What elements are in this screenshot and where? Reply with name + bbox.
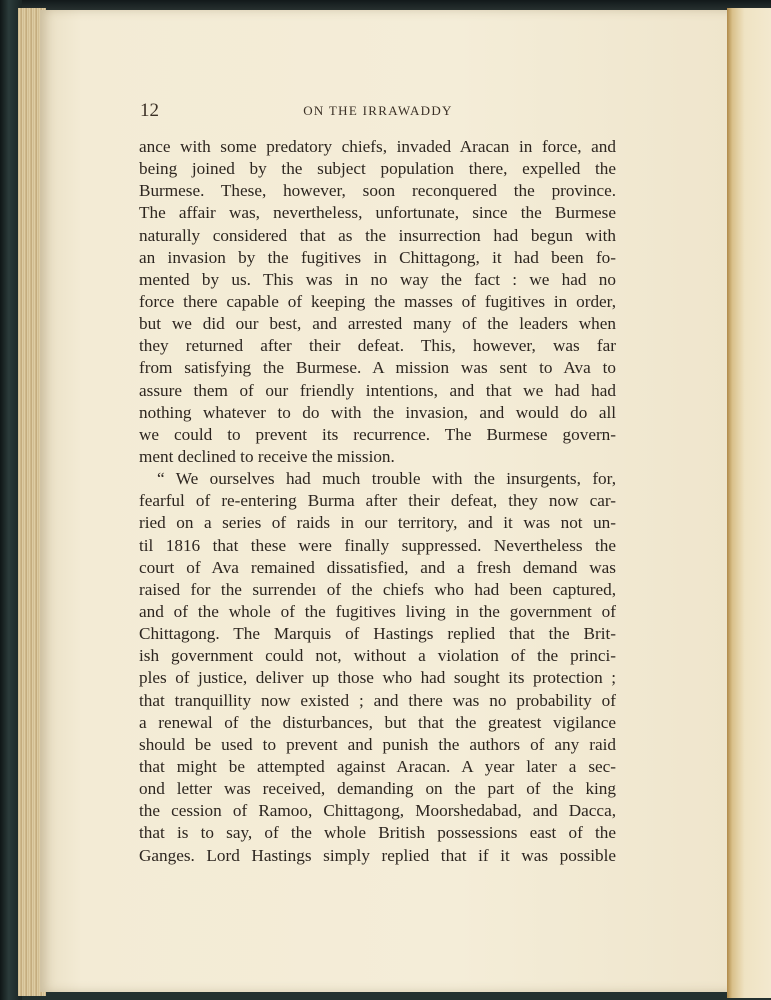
text-line: ish government could not, without a violation of the princi- [139,646,616,666]
text-line: fearful of re-entering Burma after their defeat, they now car- [139,491,616,511]
text-line: a renewal of the disturbances, but that the greatest vigilance [139,712,616,732]
text-line: should be used to prevent and punish the authors of any raid [139,734,616,754]
body-text [139,136,616,867]
text-line: but we did our best, and arrested many of the leaders when [139,314,616,334]
paragraph-start-line: “ We ourselves had much trouble with the insurgents, for, [157,469,616,489]
text-line: we could to prevent its recurrence. The Burmese govern- [139,424,616,444]
text-line: Ganges. Lord Hastings simply replied that if it was possible [139,845,616,865]
text-line: that tranquillity now existed ; and there was no probability of [139,690,616,710]
text-line: ried on a series of raids in our territory, and it was not un- [139,513,616,533]
text-line: an invasion by the fugitives in Chittagong, it had been fo- [139,247,616,267]
text-line: ples of justice, deliver up those who had sought its protection ; [139,668,616,688]
running-head [140,100,616,122]
text-line: raised for the surrendeı of the chiefs who had been captured, [139,579,616,599]
text-line: til 1816 that these were finally suppressed. Nevertheless the [139,535,616,555]
text-line: naturally considered that as the insurrection had begun with [139,225,616,245]
text-line: nothing whatever to do with the invasion, and would do all [139,402,616,422]
text-line: from satisfying the Burmese. A mission was sent to Ava to [139,358,616,378]
text-line: court of Ava remained dissatisfied, and a fresh demand was [139,557,616,577]
text-line: ond letter was received, demanding on the part of the king [139,779,616,799]
text-line: assure them of our friendly intentions, and that we had had [139,380,616,400]
text-line: being joined by the subject population there, expelled the [139,159,616,179]
text-line: mented by us. This was in no way the fact : we had no [139,269,616,289]
page-number: 12 [140,100,159,121]
text-line: force there capable of keeping the masses of fugitives in order, [139,291,616,311]
book-right-edge [727,8,771,998]
running-title: ON THE IRRAWADDY [303,103,453,118]
text-line: Burmese. These, however, soon reconquered the province. [139,181,616,201]
text-line: that might be attempted against Aracan. A year later a sec- [139,756,616,776]
paragraph-end-line: ment declined to receive the mission. [139,446,395,466]
text-line: they returned after their defeat. This, however, was far [139,336,616,356]
text-line: Chittagong. The Marquis of Hastings replied that the Brit- [139,624,616,644]
text-line: that is to say, of the whole British possessions east of the [139,823,616,843]
text-line: ance with some predatory chiefs, invaded Aracan in force, and [139,137,616,156]
text-line: the cession of Ramoo, Chittagong, Moorshedabad, and Dacca, [139,801,616,821]
text-line: and of the whole of the fugitives living in the government of [139,601,616,621]
text-line: The affair was, nevertheless, unfortunate, since the Burmese [139,203,616,223]
